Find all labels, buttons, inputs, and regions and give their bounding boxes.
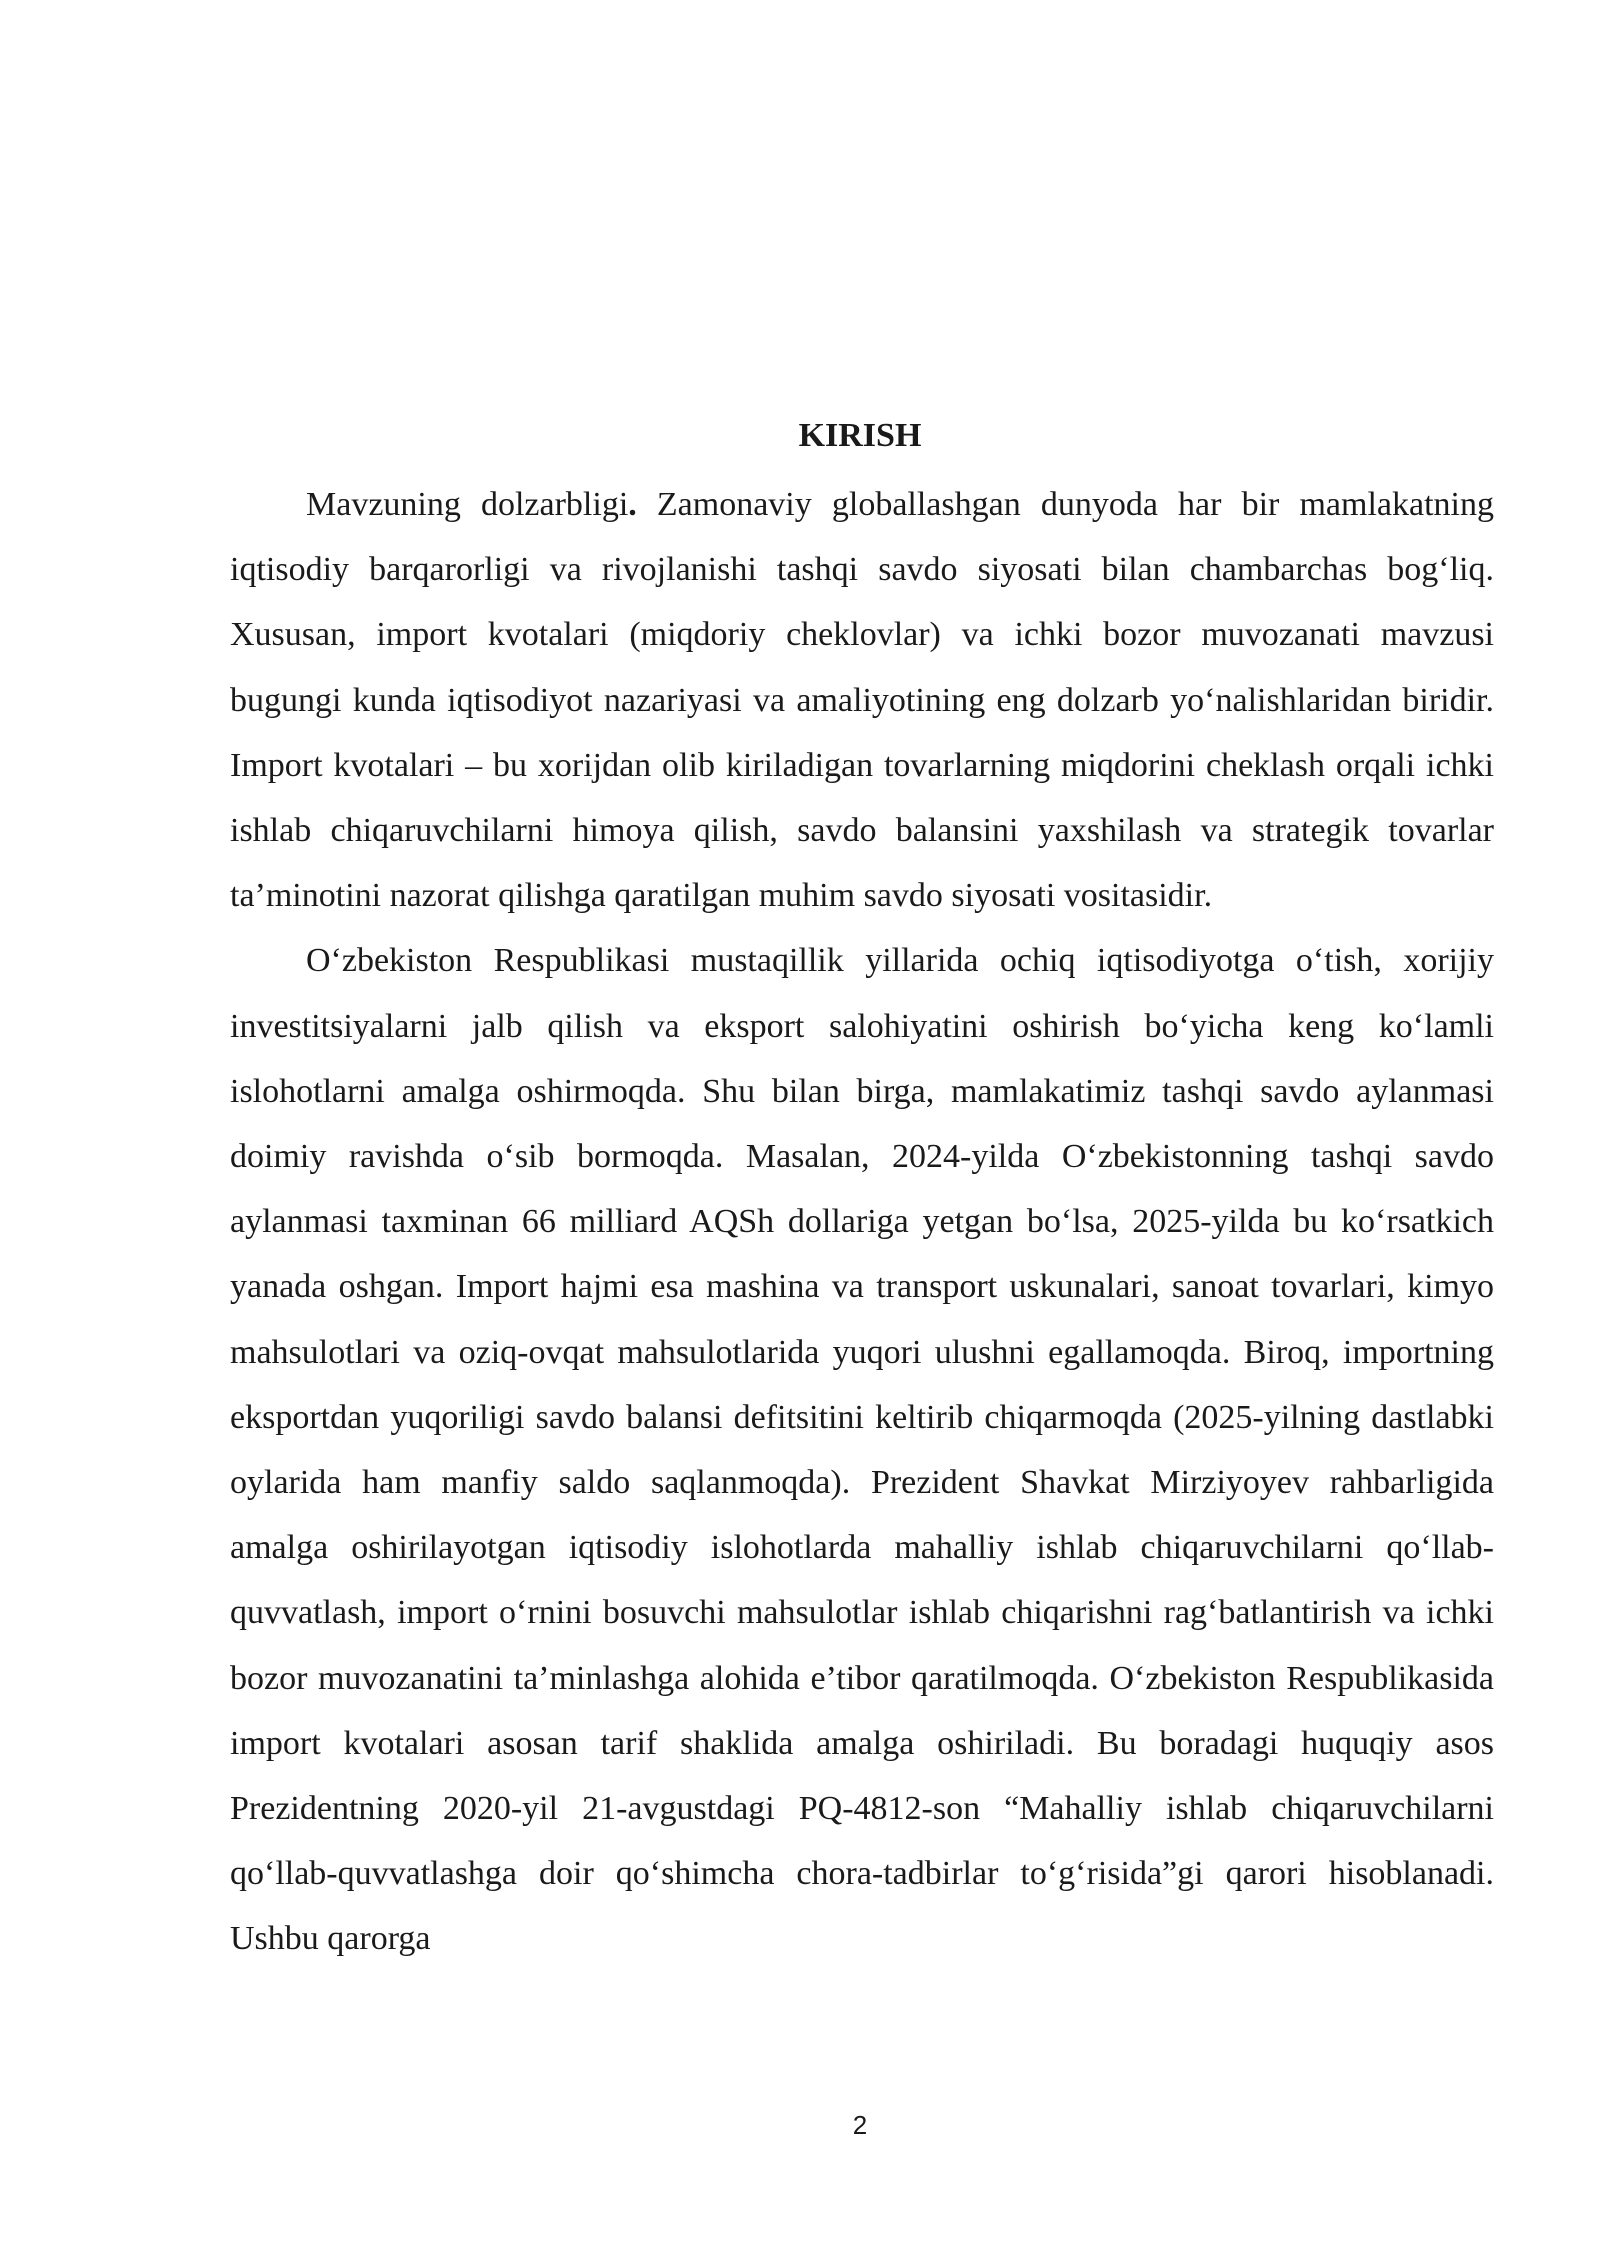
body-text	[230, 472, 1494, 1972]
paragraph-uzbekistan: O‘zbekiston Respublikasi mustaqillik yillarida ochiq iqtisodiyotga o‘tish, xorijiy investitsiyalarni jalb qilish va eksport salohiyatini oshirish bo‘yicha keng ko‘lamli islohotlarni amalga oshirmoqda. Shu bilan birga, mamlakatimiz tashqi savdo aylanmasi doimiy ravishda o‘sib bormoqda. Masalan, 2024-yilda O‘zbekistonning tashqi savdo aylanmasi taxminan 66 milliard AQSh dollariga yetgan bo‘lsa, 2025-yilda bu ko‘rsatkich yanada oshgan. Import hajmi esa mashina va transport uskunalari, sanoat tovarlari, kimyo mahsulotlari va oziq-ovqat mahsulotlarida yuqori ulushni egallamoqda. Biroq, importning eksportdan yuqoriligi savdo balansi defitsitini keltirib chiqarmoqda (2025-yilning dastlabki oylarida ham manfiy saldo saqlanmoqda). Prezident Shavkat Mirziyoyev rahbarligida amalga oshirilayotgan iqtisodiy islohotlarda mahalliy ishlab chiqaruvchilarni qo‘llab-quvvatlash, import o‘rnini bosuvchi mahsulotlar ishlab chiqarishni rag‘batlantirish va ichki bozor muvozanatini ta’minlashga alohida e’tibor qaratilmoqda. O‘zbekiston Respublikasida import kvotalari asosan tarif shaklida amalga oshiriladi. Bu boradagi huquqiy asos Prezidentning 2020-yil 21-avgustdagi PQ-4812-son “Mahalliy ishlab chiqaruvchilarni qo‘llab-quvvatlashga doir qo‘shimcha chora-tadbirlar to‘g‘risida”gi qarori hisoblanadi. Ushbu qarorga	[230, 942, 1494, 1958]
paragraph-relevance	[230, 472, 1494, 928]
page-number: 2	[852, 2110, 868, 2140]
paragraph-relevance-text: Zamonaviy globallashgan dunyoda har bir mamlakatning iqtisodiy barqarorligi va rivojlanishi tashqi savdo siyosati bilan chambarchas bog‘liq. Xususan, import kvotalari (miqdoriy cheklovlar) va ichki bozor muvozanati mavzusi bugungi kunda iqtisodiyot nazariyasi va amaliyotining eng dolzarb yo‘nalishlaridan biridir. Import kvotalari – bu xorijdan olib kiriladigan tovarlarning miqdorini cheklash orqali ichki ishlab chiqaruvchilarni himoya qilish, savdo balansini yaxshilash va strategik tovarlar ta’minotini nazorat qilishga qaratilgan muhim savdo siyosati vositasidir.	[230, 486, 1494, 915]
paragraph-lead-punct: .	[628, 486, 637, 523]
paragraph-lead: Mavzuning dolzarbligi	[306, 486, 629, 523]
section-title: KIRISH	[798, 417, 922, 454]
